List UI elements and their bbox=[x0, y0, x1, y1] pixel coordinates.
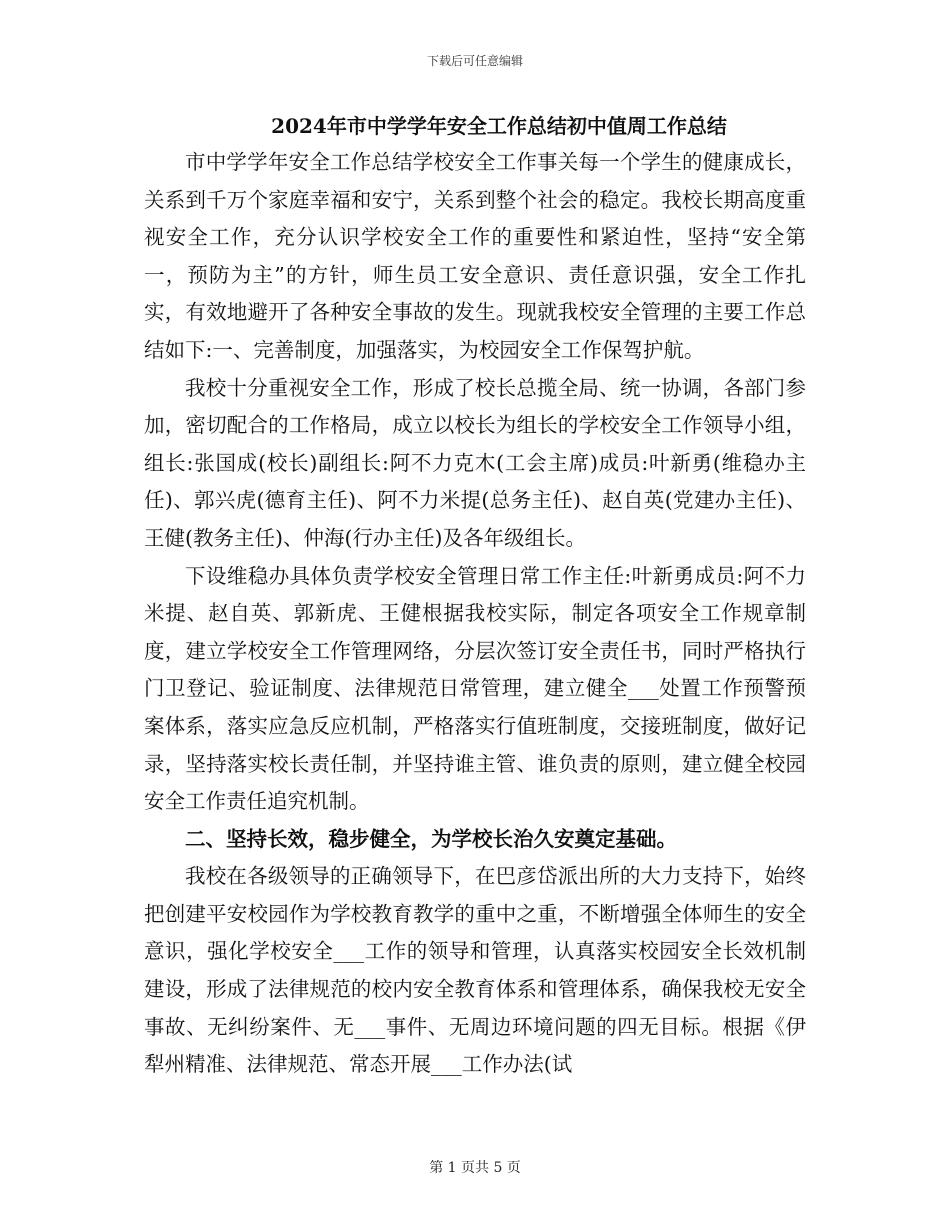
paragraph: 我校在各级领导的正确领导下，在巴彦岱派出所的大力支持下，始终把创建平安校园作为学校教育教学的重中之重，不断增强全体师生的安全意识，强化学校安全___工作的领导和管理，认真落实校园安全长效机制建设，形成了法律规范的校内安全教育体系和管理体系，确保我校无安全事故、无纠纷案件、无___事件、无周边环境问题的四无目标。根据《伊犁州精准、法律规范、常态开展___工作办法(试 bbox=[144, 864, 806, 1077]
document-body bbox=[144, 108, 806, 1084]
page-number: 第 1 页共 5 页 bbox=[429, 1160, 521, 1176]
section-heading: 二、坚持长效，稳步健全，为学校长治久安奠定基础。 bbox=[185, 826, 677, 851]
paragraph: 市中学学年安全工作总结学校安全工作事关每一个学生的健康成长，关系到千万个家庭幸福和安宁，关系到整个社会的稳定。我校长期高度重视安全工作，充分认识学校安全工作的重要性和紧迫性，坚持“安全第一，预防为主”的方针，师生员工安全意识、责任意识强，安全工作扎实，有效地避开了各种安全事故的发生。现就我校安全管理的主要工作总结如下:一、完善制度，加强落实，为校园安全工作保驾护航。 bbox=[144, 150, 806, 362]
paragraph: 我校十分重视安全工作，形成了校长总揽全局、统一协调，各部门参加，密切配合的工作格局，成立以校长为组长的学校安全工作领导小组，组长:张国成(校长)副组长:阿不力克木(工会主席)成员:叶新勇(维稳办主任)、郭兴虎(德育主任)、阿不力米提(总务主任)、赵自英(党建办主任)、王健(教务主任)、仲海(行办主任)及各年级组长。 bbox=[144, 375, 806, 550]
page-header-note: 下载后可任意编辑 bbox=[426, 54, 523, 68]
paragraph: 下设维稳办具体负责学校安全管理日常工作主任:叶新勇成员:阿不力米提、赵自英、郭新虎、王健根据我校实际，制定各项安全工作规章制度，建立学校安全工作管理网络，分层次签订安全责任书，同时严格执行门卫登记、验证制度、法律规范日常管理，建立健全___处置工作预警预案体系，落实应急反应机制，严格落实行值班制度，交接班制度，做好记录，坚持落实校长责任制，并坚持谁主管、谁负责的原则，建立健全校园安全工作责任追究机制。 bbox=[144, 563, 806, 814]
document-title: 2024年市中学学年安全工作总结初中值周工作总结 bbox=[271, 114, 727, 138]
